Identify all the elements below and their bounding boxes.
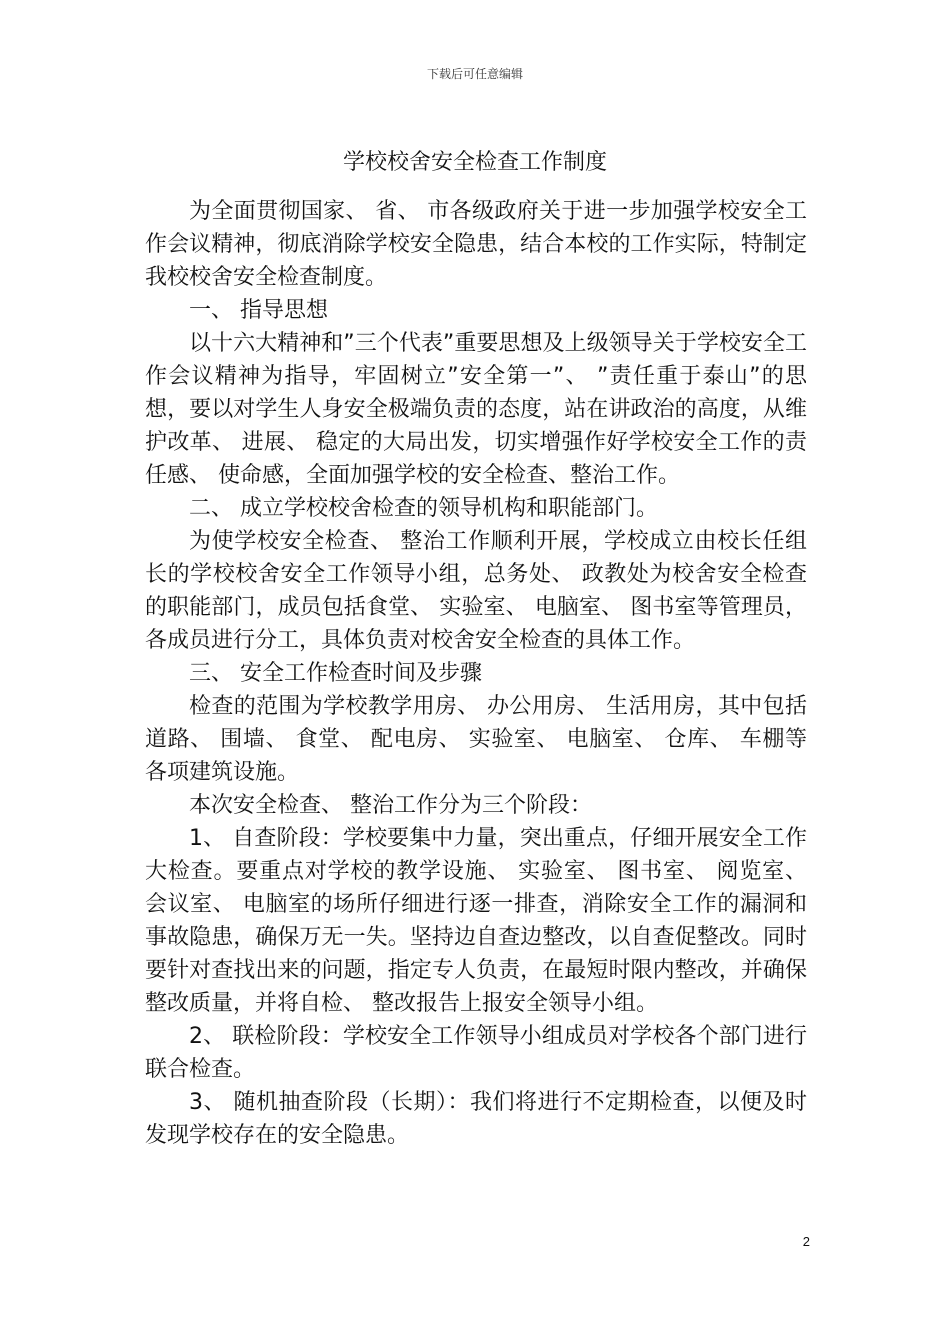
scope-paragraph: 检查的范围为学校教学用房、 办公用房、 生活用房，其中包括道路、 围墙、 食堂、 配电房、 实验室、 电脑室、 仓库、 车棚等各项建筑设施。 — [145, 694, 807, 785]
guiding-thought-paragraph: 以十六大精神和”三个代表”重要思想及上级领导关于学校安全工作会议精神为指导，牢固树立”安全第一”、 ”责任重于泰山”的思想，要以对学生人身安全极端负责的态度，站在讲政治的高度，从维护改革、 进展、 稳定的大局出发，切实增强作好学校安全工作的责任感、 使命感，全面加强学校的安全检查、整治工作。 — [145, 331, 807, 488]
section-heading-2: 二、 成立学校校舍检查的领导机构和职能部门。 — [189, 496, 658, 521]
phase-2-paragraph: 2、 联检阶段：学校安全工作领导小组成员对学校各个部门进行联合检查。 — [145, 1024, 807, 1082]
document-title: 学校校舍安全检查工作制度 — [342, 150, 607, 175]
intro-paragraph: 为全面贯彻国家、 省、 市各级政府关于进一步加强学校安全工作会议精神，彻底消除学校安全隐患，结合本校的工作实际，特制定我校校舍安全检查制度。 — [145, 199, 807, 290]
page-number: 2 — [802, 1234, 810, 1249]
section-heading-3: 三、 安全工作检查时间及步骤 — [189, 661, 482, 686]
phases-intro-paragraph: 本次安全检查、 整治工作分为三个阶段： — [189, 793, 592, 818]
phase-3-paragraph: 3、 随机抽查阶段（长期）：我们将进行不定期检查，以便及时发现学校存在的安全隐患。 — [145, 1090, 807, 1148]
header-note: 下载后可任意编辑 — [426, 67, 523, 81]
organization-paragraph: 为使学校安全检查、 整治工作顺利开展，学校成立由校长任组长的学校校舍安全工作领导小组，总务处、 政教处为校舍安全检查的职能部门，成员包括食堂、 实验室、 电脑室、 图书室等管理员，各成员进行分工，具体负责对校舍安全检查的具体工作。 — [145, 529, 807, 653]
phase-1-paragraph: 1、 自查阶段：学校要集中力量，突出重点，仔细开展安全工作大检查。要重点对学校的教学设施、 实验室、 图书室、 阅览室、 会议室、 电脑室的场所仔细进行逐一排查，消除安全工作的漏洞和事故隐患，确保万无一失。坚持边自查边整改，以自查促整改。同时要针对查找出来的问题，指定专人负责，在最短时限内整改，并确保整改质量，并将自检、 整改报告上报安全领导小组。 — [145, 826, 807, 1016]
section-heading-1: 一、 指导思想 — [189, 298, 328, 323]
document-body — [145, 195, 807, 1152]
